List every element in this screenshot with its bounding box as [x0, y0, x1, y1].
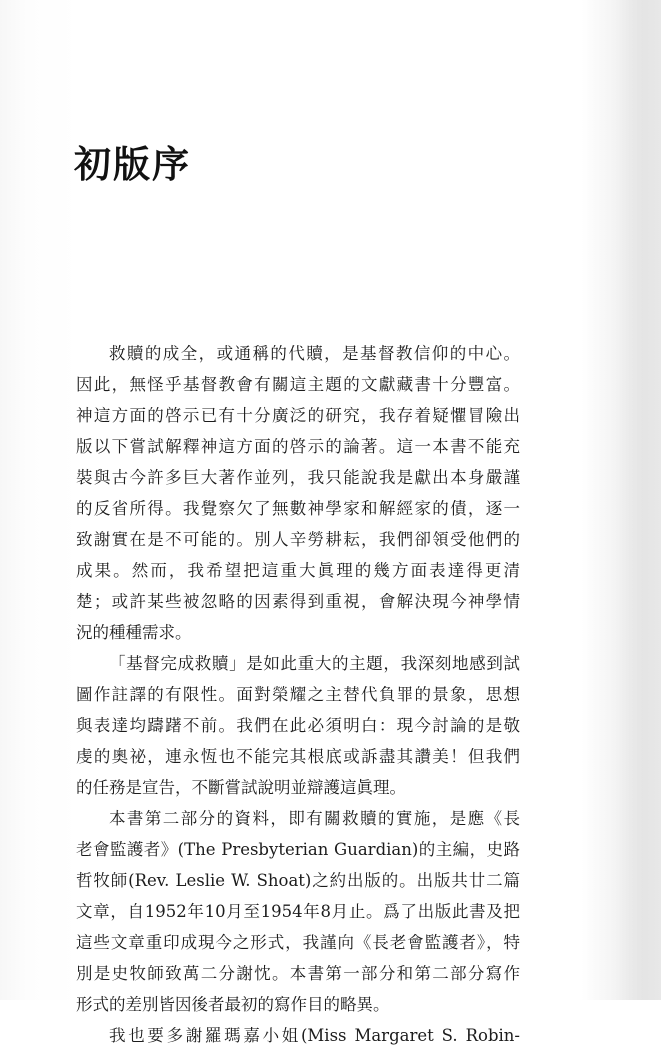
text-line: 這些文章重印成現今之形式，我謹向《長老會監護者》，特 — [76, 933, 520, 952]
text-line: 圖作註譯的有限性。面對榮耀之主替代負罪的景象，思想 — [76, 685, 520, 704]
text-line: 致謝實在是不可能的。別人辛勞耕耘，我們卻領受他們的 — [76, 530, 520, 549]
text-line: 老會監護者》(The Presbyterian Guardian)的主編，史路 — [76, 840, 520, 859]
chapter-title: 初版序 — [74, 142, 191, 186]
text-line: 本書第二部分的資料，即有關救贖的實施，是應《長 — [109, 809, 520, 828]
text-line: 因此，無怪乎基督教會有關這主題的文獻藏書十分豐富。 — [76, 375, 520, 394]
text-line: 「基督完成救贖」是如此重大的主題，我深刻地感到試 — [109, 654, 520, 673]
text-line: 虔的奧祕，連永恆也不能完其根底或訴盡其讚美！但我們 — [76, 747, 520, 766]
text-line: 形式的差別皆因後者最初的寫作目的略異。 — [76, 995, 390, 1014]
text-line: 神這方面的啓示已有十分廣泛的研究，我存着疑懼冒險出 — [76, 406, 520, 425]
page-edge-shadow — [615, 0, 661, 1000]
preface-body — [76, 338, 520, 1051]
text-line: 救贖的成全，或通稱的代贖，是基督教信仰的中心。 — [109, 344, 520, 363]
text-line: 裝與古今許多巨大著作並列，我只能說我是獻出本身嚴謹 — [76, 468, 520, 487]
text-line: 的反省所得。我覺察欠了無數神學家和解經家的債，逐一 — [76, 499, 520, 518]
text-line: 別是史牧師致萬二分謝忱。本書第一部分和第二部分寫作 — [76, 964, 520, 983]
text-line: 的任務是宣告，不斷嘗試說明並辯護這眞理。 — [76, 778, 406, 797]
text-line: 文章，自1952年10月至1954年8月止。爲了出版此書及把 — [76, 902, 520, 921]
text-line: 哲牧師(Rev. Leslie W. Shoat)之約出版的。出版共廿二篇 — [76, 871, 520, 890]
text-line: 我也要多謝羅瑪嘉小姐(Miss Margaret S. Robin- — [109, 1026, 520, 1045]
text-line: 版以下嘗試解釋神這方面的啓示的論著。這一本書不能充 — [76, 437, 520, 456]
text-line: 況的種種需求。 — [76, 623, 192, 642]
text-line: 與表達均躊躇不前。我們在此必須明白：現今討論的是敬 — [76, 716, 520, 735]
text-line: 成果。然而，我希望把這重大眞理的幾方面表達得更清 — [76, 561, 520, 580]
text-line: 楚；或許某些被忽略的因素得到重視，會解決現今神學情 — [76, 592, 520, 611]
